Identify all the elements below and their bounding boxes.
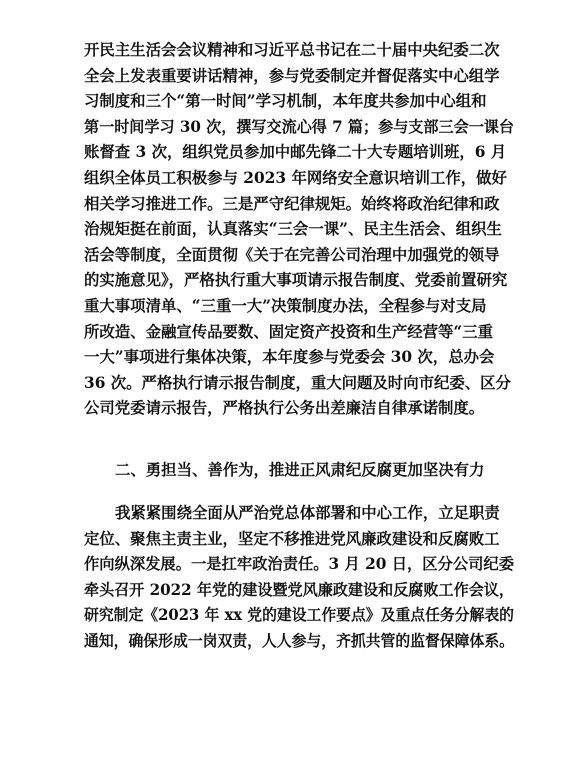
- paragraph-1-line: 活会等制度，全面贯彻《关于在完善公司治理中加强党的领导: [84, 245, 500, 264]
- paragraph-1-line: 组织全体员工积极参与 2023 年网络安全意识培训工作，做好: [84, 168, 507, 187]
- paragraph-1-line: 的实施意见》，严格执行重大事项请示报告制度、党委前置研究: [84, 271, 508, 290]
- paragraph-1-line: 全会上发表重要讲话精神，参与党委制定并督促落实中心组学: [84, 66, 500, 85]
- paragraph-1-line: 所改造、金融宣传品要数、固定资产投资和生产经营等“三重: [84, 322, 494, 341]
- paragraph-1-line: 一大”事项进行集体决策，本年度参与党委会 30 次，总办会: [84, 348, 495, 367]
- paragraph-1-line: 账督查 3 次，组织党员参加中邮先锋二十大专题培训班，6 月: [84, 143, 507, 162]
- paragraph-1-line: 第一时间学习 30 次，撰写交流心得 7 篇；参与支部三会一课台: [84, 117, 514, 136]
- paragraph-1-line: 习制度和三个“第一时间”学习机制，本年度共参加中心组和: [84, 92, 487, 111]
- paragraph-1-line: 开民主生活会会议精神和习近平总书记在二十届中央纪委二次: [84, 41, 500, 59]
- paragraph-2-line: 定位、聚焦主责主业，坚定不移推进党风廉政建设和反腐败工: [84, 529, 500, 548]
- paragraph-1-line: 公司党委请示报告，严格执行公务出差廉洁自律承诺制度。: [84, 399, 485, 418]
- section-heading: 二、勇担当、善作为，推进正风肃纪反腐更加坚决有力: [115, 461, 485, 479]
- paragraph-1-line: 相关学习推进工作。三是严守纪律规矩。始终将政治纪律和政: [84, 194, 500, 213]
- paragraph-2-line: 研究制定《2023 年 xx 党的建设工作要点》及重点任务分解表的: [84, 606, 514, 625]
- paragraph-2-line: 作向纵深发展。一是扛牢政治责任。3 月 20 日，区分公司纪委: [84, 555, 514, 574]
- paragraph-2-line: 通知，确保形成一岗双责，人人参与，齐抓共管的监督保障体系。: [84, 631, 514, 650]
- paragraph-1-line: 36 次。严格执行请示报告制度，重大问题及时向市纪委、区分: [84, 373, 511, 392]
- paragraph-2: [84, 501, 514, 655]
- paragraph-1-line: 治规矩挺在前面，认真落实“三会一课”、民主生活会、组织生: [84, 220, 502, 239]
- paragraph-1-line: 重大事项清单、“三重一大”决策制度办法，全程参与对支局: [84, 296, 487, 315]
- paragraph-1: [84, 38, 514, 422]
- paragraph-2-line: 牵头召开 2022 年党的建设暨党风廉政建设和反腐败工作会议，: [84, 580, 514, 599]
- paragraph-2-line: 我紧紧围绕全面从严治党总体部署和中心工作，立足职责: [115, 504, 500, 522]
